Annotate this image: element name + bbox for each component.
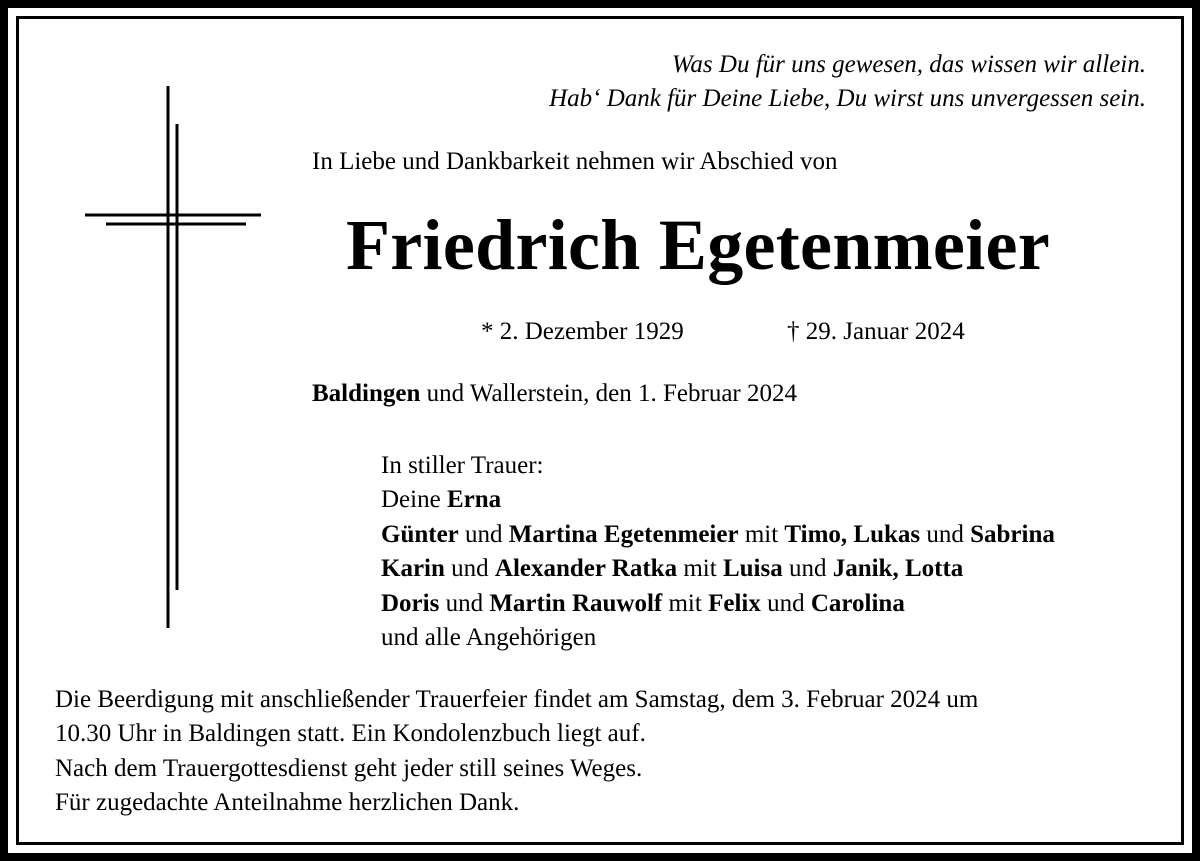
motto-line: Was Du für uns gewesen, das wissen wir allein. xyxy=(671,51,1146,78)
mourner-name: Alexander Ratka xyxy=(494,555,678,583)
mourners-heading: In stiller Trauer: xyxy=(381,452,544,479)
notice-line: Für zugedachte Anteilnahme herzlichen Dank. xyxy=(55,789,520,817)
mourner-name: Günter xyxy=(381,520,459,548)
place-and-date xyxy=(312,380,797,408)
mourner-name: Doris xyxy=(381,589,440,617)
text: und xyxy=(458,520,509,548)
place-rest: und Wallerstein, den 1. Februar 2024 xyxy=(420,380,797,407)
text: und xyxy=(439,589,490,617)
birth-date: * 2. Dezember 1929 xyxy=(481,318,684,345)
text: mit xyxy=(738,520,785,548)
mourners-closing: und alle Angehörigen xyxy=(381,624,597,652)
mourner-line xyxy=(381,587,1055,621)
mourner-name: Felix xyxy=(708,589,761,617)
death-date: † 29. Januar 2024 xyxy=(787,318,965,345)
place-bold: Baldingen xyxy=(312,380,421,407)
mourner-name: Martin Rauwolf xyxy=(489,589,663,617)
text: und xyxy=(760,589,811,617)
text: und xyxy=(920,520,971,548)
mourner-line xyxy=(381,518,1055,552)
mourner-name: Janik, Lotta xyxy=(832,555,964,583)
cross-icon xyxy=(0,0,300,640)
mourner-line xyxy=(381,483,1055,517)
text: und xyxy=(444,555,495,583)
mourner-name: Karin xyxy=(381,555,445,583)
funeral-notice xyxy=(55,683,978,821)
notice-line: Die Beerdigung mit anschließender Trauerfeier findet am Samstag, dem 3. Februar 2024 um xyxy=(55,686,979,713)
text: und xyxy=(782,555,833,583)
mourner-name: Martina Egetenmeier xyxy=(508,520,739,548)
mourners-list xyxy=(381,449,1055,655)
mourner-name: Sabrina xyxy=(970,520,1055,548)
mourner-line xyxy=(381,552,1055,586)
mourner-name: Timo, Lukas xyxy=(784,520,921,548)
intro-text: In Liebe und Dankbarkeit nehmen wir Abschied von xyxy=(312,148,838,175)
notice-line: 10.30 Uhr in Baldingen statt. Ein Kondolenzbuch liegt auf. xyxy=(55,720,646,748)
motto-line: Hab‘ Dank für Deine Liebe, Du wirst uns unvergessen sein. xyxy=(549,85,1146,112)
motto-verse xyxy=(549,48,1146,116)
text: mit xyxy=(677,555,723,583)
mourner-name: Carolina xyxy=(810,589,905,617)
mourner-name: Erna xyxy=(446,486,502,514)
mourner-name: Luisa xyxy=(722,555,783,583)
text: Deine xyxy=(381,486,447,514)
notice-line: Nach dem Trauergottesdienst geht jeder still seines Weges. xyxy=(55,754,643,782)
text: mit xyxy=(662,589,709,617)
deceased-name: Friedrich Egetenmeier xyxy=(346,205,1051,285)
